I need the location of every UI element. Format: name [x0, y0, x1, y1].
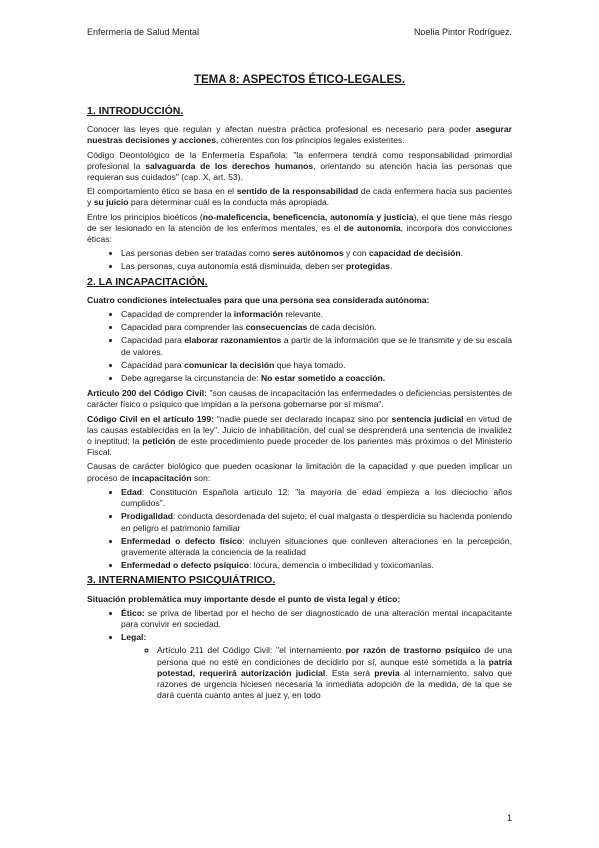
- paragraph: Causas de carácter biológico que pueden ocasionar la limitación de la capacidad y que pueden implicar un proceso de incapacitación son:: [87, 461, 512, 483]
- list-item: • Las personas deben ser tratadas como seres autónomos y con capacidad de decisión.: [121, 248, 512, 259]
- bullet-list: [87, 248, 512, 272]
- list-item: • Las personas, cuya autonomía está disminuida, deben ser protegidas.: [121, 261, 512, 272]
- sub-list: [121, 645, 512, 701]
- list-item: • Ético: se priva de libertad por el hecho de ser diagnosticado de una alteración mental incapacitante para convivir en sociedad.: [121, 608, 512, 630]
- bullet-list: [87, 309, 512, 384]
- paragraph: Entre los principios bioéticos (no-maleficencia, beneficencia, autonomía y justicia), el que tiene más riesgo de ser lesionado en la atención de los enfermos mentales, es el de autonomía, incorpora dos convicciones éticas:: [87, 211, 512, 245]
- list-item: • Enfermedad o defecto físico: incluyen situaciones que conlleven alteraciones en la percepción, gravemente alterada la conciencia de la realidad: [121, 536, 512, 558]
- bullet-list: [87, 487, 512, 571]
- list-item: • Capacidad para comunicar la decisión que haya tomado.: [121, 360, 512, 371]
- list-item: • Capacidad de comprender la información relevante.: [121, 309, 512, 320]
- list-item: • Capacidad para comprender las consecuencias de cada decisión.: [121, 322, 512, 333]
- document-title: TEMA 8: ASPECTOS ÉTICO-LEGALES.: [193, 74, 406, 86]
- header-right: Noelia Pintor Rodríguez.: [413, 27, 512, 37]
- paragraph: El comportamiento ético se basa en el sentido de la responsabilidad de cada enfermera hacia sus pacientes y su juicio para determinar cuál es la conducta más apropiada.: [87, 186, 512, 208]
- section-heading-incapacitacion: 2. LA INCAPACITACIÓN.: [87, 275, 208, 288]
- list-item: • Edad: Constitución Española artículo 12: "la mayoría de edad empieza a los dieciocho años cumplidos".: [121, 487, 512, 509]
- paragraph: Código Civil en el artículo 199: "nadie puede ser declarado incapaz sino por sentencia judicial en virtud de las causas establecidas en la ley". Juicio de inhabilitación, del cual se desprenderá una sentencia de invalidez o ineptitud; la petición de este procedimiento puede proceder de los parientes más próximos o del Ministerio Fiscal.: [87, 413, 512, 458]
- paragraph: Conocer las leyes que regulan y afectan nuestra práctica profesional es necesario para poder asegurar nuestras decisiones y acciones, coherentes con los principios legales existentes.: [87, 124, 512, 146]
- page-number: 1: [506, 813, 512, 823]
- paragraph: Código Deontológico de la Enfermería Española: "la enfermera tendrá como responsabilidad primordial profesional la salvaguarda de los derechos humanos, orientando su atención hacia las personas que requieran sus cuidados" (cap. X, art. 53).: [87, 149, 512, 183]
- list-item: • Capacidad para elaborar razonamientos a partir de la información que se le transmite y de su escala de valores.: [121, 335, 512, 357]
- list-item: • Legal: ◦ Artículo 211 del Código Civil: "el internamiento por razón de trastorno psíquico de una persona que no esté en condiciones de decidirlo por sí, aunque esté sometida a la patria potestad, requerirá autorización judicial. Esta será previa al internamiento, salvo que razones de urgencia hiciesen necesaria la inmediata adopción de la medida, de la que se dará cuenta cuanto antes al juez y, en todo: [121, 632, 512, 701]
- header-left: Enfermería de Salud Mental: [87, 27, 200, 37]
- paragraph: Cuatro condiciones intelectuales para que una persona sea considerada autónoma:: [87, 294, 430, 305]
- sub-list-item: ◦ Artículo 211 del Código Civil: "el internamiento por razón de trastorno psíquico de una persona que no esté en condiciones de decidirlo por sí, aunque esté sometida a la patria potestad, requerirá autorización judicial. Esta será previa al internamiento, salvo que razones de urgencia hiciesen necesaria la inmediata adopción de la medida, de la que se dará cuenta cuanto antes al juez y, en todo: [157, 645, 512, 701]
- document-body: [87, 106, 512, 705]
- section-heading-introduccion: 1. INTRODUCCIÓN.: [87, 105, 184, 117]
- bullet-list: [87, 608, 512, 702]
- section-heading-internamiento: 3. INTERNAMIENTO PSICQUIÁTRICO.: [87, 574, 276, 587]
- list-item: • Debe agregarse la circunstancia de: No estar sometido a coacción.: [121, 373, 512, 384]
- paragraph: Situación problemática muy importante desde el punto de vista legal y ético:: [87, 593, 401, 604]
- list-item: • Prodigalidad: conducta desordenada del sujeto, el cual malgasta o desperdicia su hacienda poniendo en peligro el patrimonio familiar: [121, 511, 512, 533]
- list-item: • Enfermedad o defecto psíquico: locura, demencia o imbecilidad y toxicomanías.: [121, 560, 512, 571]
- paragraph: Artículo 200 del Código Civil: "son causas de incapacitación las enfermedades o deficiencias persistentes de carácter físico o psíquico que impidan a la persona gobernarse por sí misma".: [87, 388, 512, 410]
